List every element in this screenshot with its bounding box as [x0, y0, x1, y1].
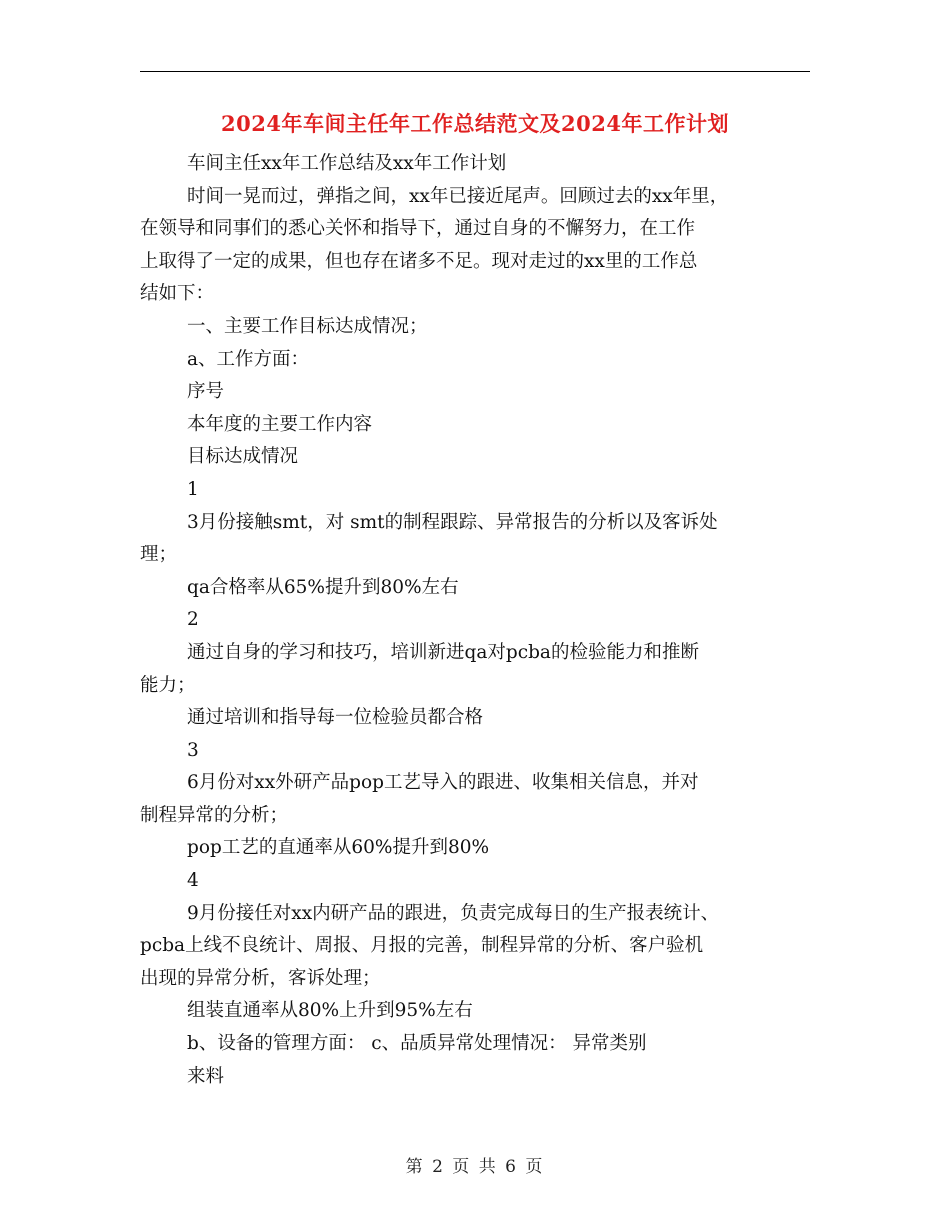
table-cell: 理；	[140, 544, 178, 566]
paragraph-line: 结如下：	[140, 283, 215, 305]
table-row-number: 2	[187, 609, 199, 631]
table-header-cell: 序号	[187, 381, 225, 403]
paragraph-line: 时间一晃而过，弹指之间，xx年已接近尾声。回顾过去的xx年里，	[187, 185, 729, 207]
table-row-number: 3	[187, 739, 199, 761]
table-cell: 6月份对xx外研产品pop工艺导入的跟进、收集相关信息，并对	[187, 772, 699, 794]
table-cell: 3月份接触smt，对 smt的制程跟踪、异常报告的分析以及客诉处	[187, 511, 718, 533]
table-cell: pop工艺的直通率从60%提升到80%	[187, 837, 490, 859]
table-row-number: 4	[187, 870, 199, 892]
subsection-heading: b、设备的管理方面： c、品质异常处理情况： 异常类别	[187, 1033, 647, 1055]
document-body	[140, 148, 820, 1093]
paragraph-line: 在领导和同事们的悉心关怀和指导下，通过自身的不懈努力，在工作	[140, 218, 696, 240]
table-cell: 出现的异常分析，客诉处理；	[140, 967, 381, 989]
paragraph-subtitle: 车间主任xx年工作总结及xx年工作计划	[187, 153, 507, 174]
document-title: 2024年车间主任年工作总结范文及2024年工作计划	[221, 111, 729, 136]
header-rule	[140, 71, 810, 72]
page-number-footer: 第 2 页 共 6 页	[405, 1157, 545, 1177]
table-header-cell: 本年度的主要工作内容	[187, 413, 373, 435]
table-cell: 能力；	[140, 674, 196, 696]
table-cell: 通过培训和指导每一位检验员都合格	[187, 707, 484, 729]
section-heading: 一、主要工作目标达成情况；	[187, 315, 428, 337]
table-header-cell: 目标达成情况	[187, 446, 299, 468]
paragraph-line: 上取得了一定的成果，但也存在诸多不足。现对走过的xx里的工作总	[140, 250, 698, 272]
table-cell: qa合格率从65%提升到80%左右	[187, 576, 459, 598]
table-cell: 来料	[187, 1065, 225, 1087]
table-cell: pcba上线不良统计、周报、月报的完善，制程异常的分析、客户验机	[140, 935, 704, 957]
table-cell: 组装直通率从80%上升到95%左右	[187, 1000, 473, 1022]
table-cell: 通过自身的学习和技巧，培训新进qa对pcba的检验能力和推断	[187, 641, 699, 663]
table-row-number: 1	[187, 478, 199, 500]
table-cell: 制程异常的分析；	[140, 804, 289, 826]
subsection-heading: a、工作方面：	[187, 348, 310, 370]
table-cell: 9月份接任对xx内研产品的跟进，负责完成每日的生产报表统计、	[187, 902, 720, 924]
